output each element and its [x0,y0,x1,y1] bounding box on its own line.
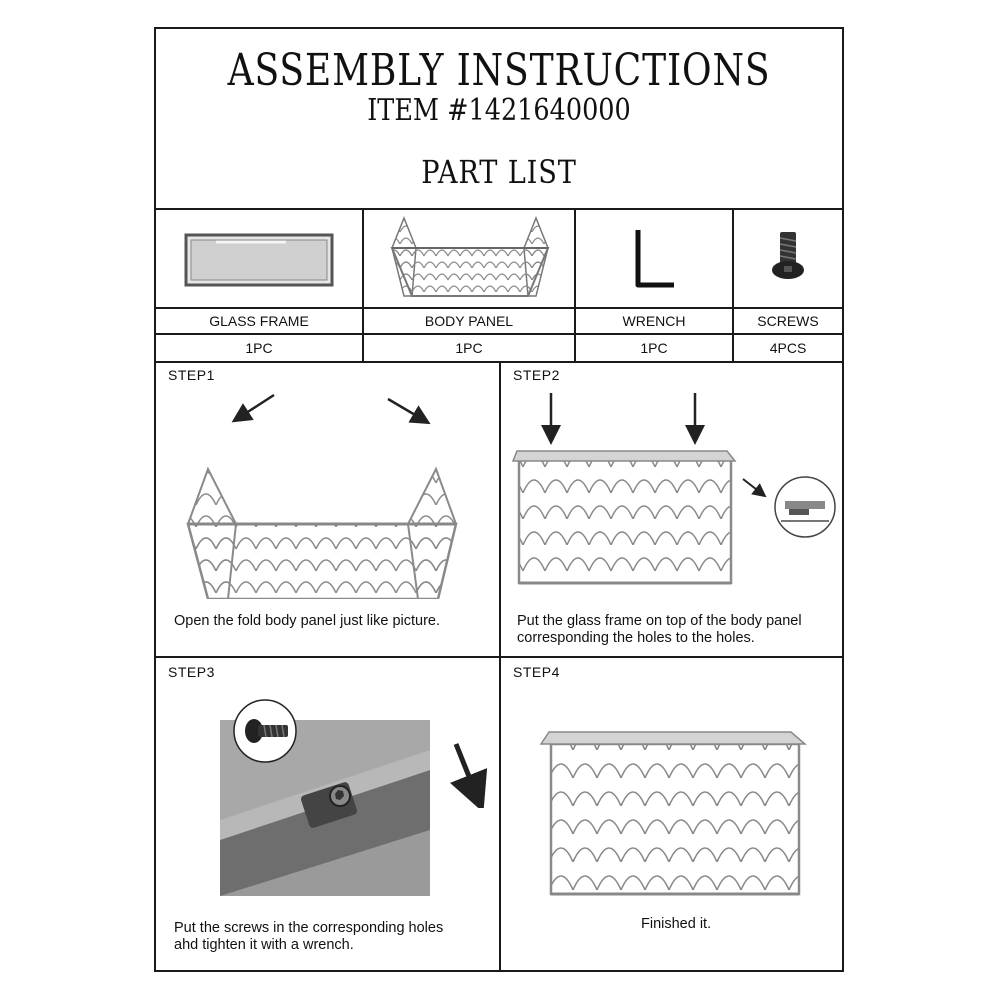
part-list-title: PART LIST [421,153,577,191]
hole-detail-callout [731,471,851,541]
step-label: STEP1 [168,367,215,383]
part-qty: 1PC [455,340,483,356]
screw-icon [230,696,300,766]
part-image-cell [576,208,732,309]
step-4-panel [501,658,842,970]
part-screws [732,208,842,361]
glass-frame-icon [156,208,362,307]
part-glass-frame [156,208,362,361]
step-text: Open the fold body panel just like picture. [174,613,440,629]
arrow-icon [446,738,506,808]
screw-icon [734,208,844,307]
arrow-icon [501,387,842,447]
part-body-panel [362,208,574,361]
instruction-sheet [154,27,844,972]
part-qty: 1PC [640,340,668,356]
part-wrench [574,208,732,361]
step-text-line: ahd tighten it with a wrench. [174,937,354,953]
sheet-header [156,29,842,210]
steps-grid [156,361,842,970]
part-qty: 4PCS [769,340,807,356]
part-name: WRENCH [576,309,732,335]
step-label: STEP4 [513,664,560,680]
finished-table-illustration [501,722,842,902]
part-image-cell [734,208,842,309]
part-name: SCREWS [734,309,842,335]
step-label: STEP2 [513,367,560,383]
step-2-panel [501,361,842,656]
step-text-line: Put the screws in the corresponding holes [174,920,444,936]
part-image-cell [364,208,574,309]
step-text: Finished it. [641,916,712,932]
part-image-cell [156,208,362,309]
step-label: STEP3 [168,664,215,680]
step-1-panel [156,361,499,656]
step-3-panel [156,658,499,970]
part-name: BODY PANEL [364,309,574,335]
body-panel-icon [364,208,576,307]
page-title: ASSEMBLY INSTRUCTIONS [227,45,771,96]
open-body-panel-illustration [156,439,499,599]
parts-table [156,208,842,363]
part-qty: 1PC [245,340,273,356]
step-text-line: corresponding the holes to the holes. [517,630,755,646]
item-number: ITEM #1421640000 [367,93,631,128]
wrench-icon [576,208,734,307]
part-name: GLASS FRAME [156,309,362,335]
step-text-line: Put the glass frame on top of the body panel [517,613,802,629]
